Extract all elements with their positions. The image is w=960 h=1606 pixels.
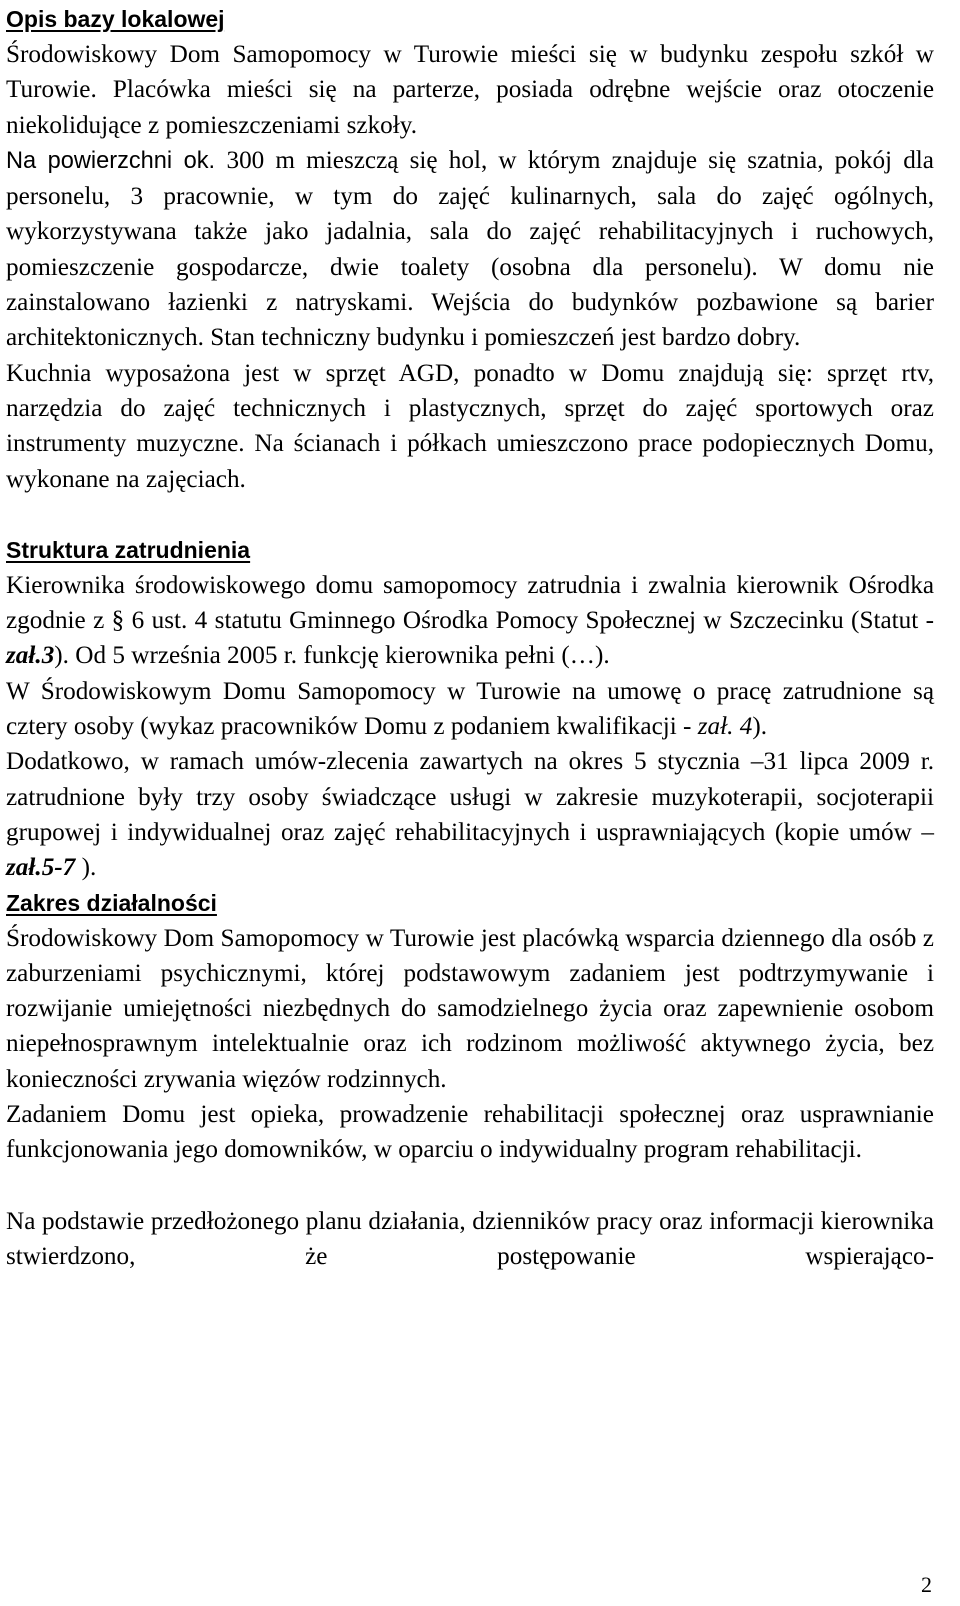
heading-base: Opis bazy lokalowej [6,6,225,32]
spacer [6,497,934,533]
paragraph-base-rooms-rest: 300 m mieszczą się hol, w którym znajduje się szatnia, pokój dla personelu, 3 pracownie, w tym do zajęć kulinarnych, sala do zajęć ogólnych, wykorzystywana także jako jadalnia, sala do zajęć rehabilitacyjnych i ruchowych, pomieszczenie gospodarcze, dwie toalety (osobna dla personelu). W domu nie zainstalowano łazienki z natryskami. Wejścia do budynków pozbawione są barier architektonicznych. Stan techniczny budynku i pomieszczeń jest bardzo dobry. [6,146,934,352]
paragraph-base-equipment: Kuchnia wyposażona jest w sprzęt AGD, ponadto w Domu znajdują się: sprzęt rtv, narzędzia do zajęć technicznych i plastycznych, sprzęt do zajęć sportowych oraz instrumenty muzyczne. Na ścianach i półkach umieszczono prace podopiecznych Domu, wykonane na zajęciach. [6,359,934,493]
text-run: Dodatkowo, w ramach umów-zlecenia zawartych na okres 5 stycznia –31 lipca 2009 r. zatrudnione były trzy osoby świadczące usługi w zakresie muzykoterapii, socjoterapii grupowej i indywidualnej oraz zajęć rehabilitacyjnych i usprawniających (kopie umów – [6,748,934,846]
attachment-ref: zał. 4 [697,713,753,741]
attachment-ref: zał.3 [6,642,55,670]
text-run: Kierownika środowiskowego domu samopomocy zatrudnia i zwalnia kierownik Ośrodka zgodnie z § 6 ust. 4 statutu Gminnego Ośrodka Pomocy Społecznej w Szczecinku (Statut - [6,571,934,635]
paragraph-base-location: Środowiskowy Dom Samopomocy w Turowie mieści się w budynku zespołu szkół w Turowie. Placówka mieści się na parterze, posiada odrębne wejście oraz otoczenie niekolidujące z pomieszczeniami szkoły. [6,41,934,139]
text-run: ). [75,854,97,882]
page-number: 2 [921,1572,932,1597]
document-page [6,2,934,1274]
paragraph-base-rooms [6,143,934,356]
heading-employment: Struktura zatrudnienia [6,536,251,563]
paragraph-scope-tasks: Zadaniem Domu jest opieka, prowadzenie rehabilitacji społecznej oraz usprawnianie funkcjonowania jego domowników, w oparciu o indywidualny program rehabilitacji. [6,1101,934,1164]
paragraph-base-rooms-start: Na powierzchni ok. [6,147,227,174]
text-run: ). Od 5 września 2005 r. funkcję kierownika pełni (…). [54,642,610,670]
paragraph-employment-manager [6,568,934,674]
attachment-ref: zał.5-7 [6,854,76,882]
paragraph-scope-purpose: Środowiskowy Dom Samopomocy w Turowie jest placówką wsparcia dziennego dla osób z zaburzeniami psychicznymi, której podstawowym zadaniem jest podtrzymywanie i rozwijanie umiejętności niezbędnych do samodzielnego życia oraz zapewnienie osobom niepełnosprawnym intelektualnie oraz ich rodzinom możliwość aktywnego życia, bez konieczności zrywania więzów rodzinnych. [6,924,934,1093]
paragraph-employment-contracts [6,744,934,885]
text-run: ). [752,713,768,741]
spacer [6,1168,934,1204]
paragraph-scope-findings: Na podstawie przedłożonego planu działania, dzienników pracy oraz informacji kierownika stwierdzono, że postępowanie wspierająco- [6,1207,934,1270]
heading-scope: Zakres działalności [6,889,217,916]
paragraph-employment-staff [6,674,934,745]
text-run: W Środowiskowym Domu Samopomocy w Turowie na umowę o pracę zatrudnione są cztery osoby (wykaz pracowników Domu z podaniem kwalifikacji - [6,677,934,741]
